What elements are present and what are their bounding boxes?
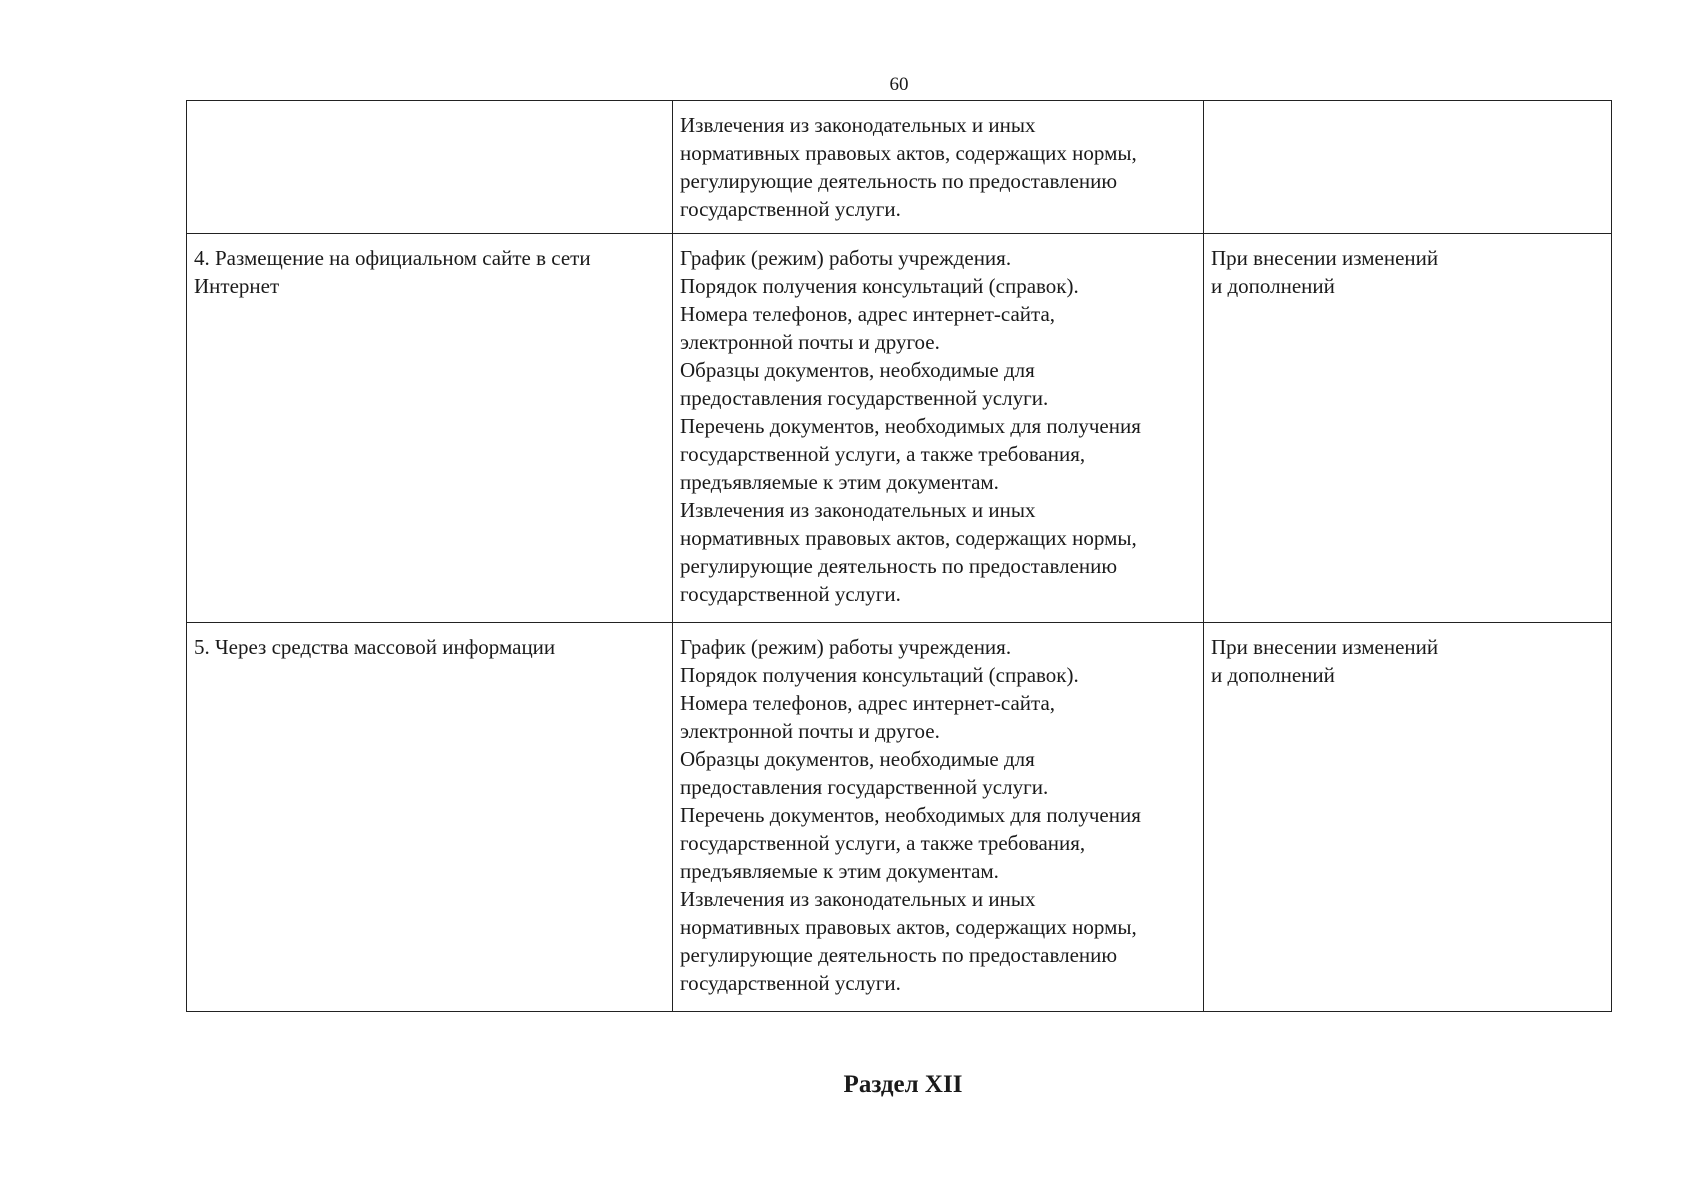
section-title: Раздел XII [843,1071,963,1098]
cell-text-line: Образцы документов, необходимые для [680,358,1035,382]
cell-text-line: Образцы документов, необходимые для [680,747,1035,771]
cell-text-line: 4. Размещение на официальном сайте в сети [194,246,591,270]
cell-text-line: Извлечения из законодательных и иных [680,113,1036,137]
cell-text-line: предъявляемые к этим документам. [680,859,999,883]
cell-text-line: электронной почты и другое. [680,330,940,354]
content-cell [673,234,1204,623]
page-number: 60 [889,74,909,95]
cell-text-line: государственной услуги, а также требования, [680,442,1086,466]
cell-text-line: Перечень документов, необходимых для получения [680,414,1141,438]
table-row [187,623,1612,1012]
cell-text-line: Порядок получения консультаций (справок). [680,663,1079,687]
cell-text-line: государственной услуги. [680,582,901,606]
cell-text-line: График (режим) работы учреждения. [680,246,1012,270]
period-cell [1204,234,1612,623]
period-cell [1204,101,1612,234]
cell-text-line: График (режим) работы учреждения. [680,635,1012,659]
cell-text-line: нормативных правовых актов, содержащих нормы, [680,141,1137,165]
cell-text-line: предоставления государственной услуги. [680,386,1049,410]
information-table [186,100,1612,1012]
cell-text-line: и дополнений [1211,274,1335,298]
period-cell [1204,623,1612,1012]
cell-text-line: регулирующие деятельность по предоставлению [680,943,1118,967]
cell-text-line: государственной услуги. [680,197,901,221]
cell-text-line: Интернет [194,274,280,298]
method-cell [187,101,673,234]
cell-text-line: Номера телефонов, адрес интернет-сайта, [680,302,1056,326]
table-row [187,234,1612,623]
cell-text-line: Извлечения из законодательных и иных [680,498,1036,522]
cell-text-line: При внесении изменений [1211,635,1439,659]
table-row [187,101,1612,234]
content-cell [673,623,1204,1012]
cell-text-line: Извлечения из законодательных и иных [680,887,1036,911]
cell-text-line: Порядок получения консультаций (справок). [680,274,1079,298]
cell-text-line: нормативных правовых актов, содержащих нормы, [680,526,1137,550]
cell-text-line: 5. Через средства массовой информации [194,635,556,659]
cell-text-line: электронной почты и другое. [680,719,940,743]
cell-text-line: предъявляемые к этим документам. [680,470,999,494]
cell-text-line: предоставления государственной услуги. [680,775,1049,799]
cell-text-line: Перечень документов, необходимых для получения [680,803,1141,827]
cell-text-line: государственной услуги, а также требования, [680,831,1086,855]
cell-text-line: регулирующие деятельность по предоставлению [680,554,1118,578]
cell-text-line: и дополнений [1211,663,1335,687]
cell-text-line: При внесении изменений [1211,246,1439,270]
method-cell [187,234,673,623]
cell-text-line: нормативных правовых актов, содержащих нормы, [680,915,1137,939]
cell-text-line: государственной услуги. [680,971,901,995]
method-cell [187,623,673,1012]
content-cell [673,101,1204,234]
cell-text-line: регулирующие деятельность по предоставлению [680,169,1118,193]
cell-text-line: Номера телефонов, адрес интернет-сайта, [680,691,1056,715]
